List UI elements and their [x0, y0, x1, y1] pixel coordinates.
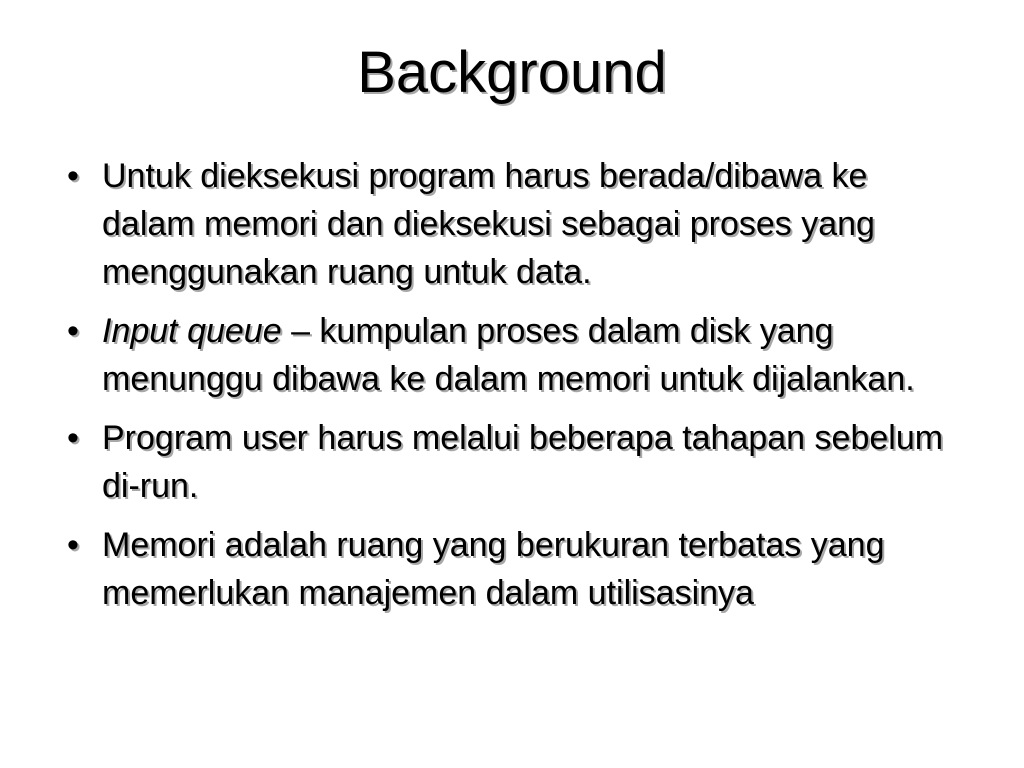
bullet-text-with-emphasis: [102, 312, 915, 398]
bullet-item: [58, 152, 958, 296]
bullet-item: [58, 414, 958, 510]
bullet-marker: •: [67, 157, 79, 195]
bullet-item: [58, 521, 958, 617]
bullet-text: Untuk dieksekusi program harus berada/dibawa ke dalam memori dan dieksekusi sebagai proses yang menggunakan ruang untuk data.: [102, 157, 875, 291]
bullet-item: [58, 307, 958, 403]
bullet-text: Memori adalah ruang yang berukuran terbatas yang memerlukan manajemen dalam utilisasinya: [102, 526, 885, 612]
bullet-marker: •: [67, 419, 79, 457]
bullet-emphasis: Input queue: [102, 312, 282, 350]
bullet-marker: •: [67, 312, 79, 350]
slide-title: Background: [357, 40, 667, 105]
bullet-text: Program user harus melalui beberapa tahapan sebelum di-run.: [102, 419, 944, 505]
bullet-list: [58, 152, 958, 628]
bullet-text: – kumpulan proses dalam disk yang menunggu dibawa ke dalam memori untuk dijalankan.: [102, 312, 915, 398]
bullet-marker: •: [67, 526, 79, 564]
